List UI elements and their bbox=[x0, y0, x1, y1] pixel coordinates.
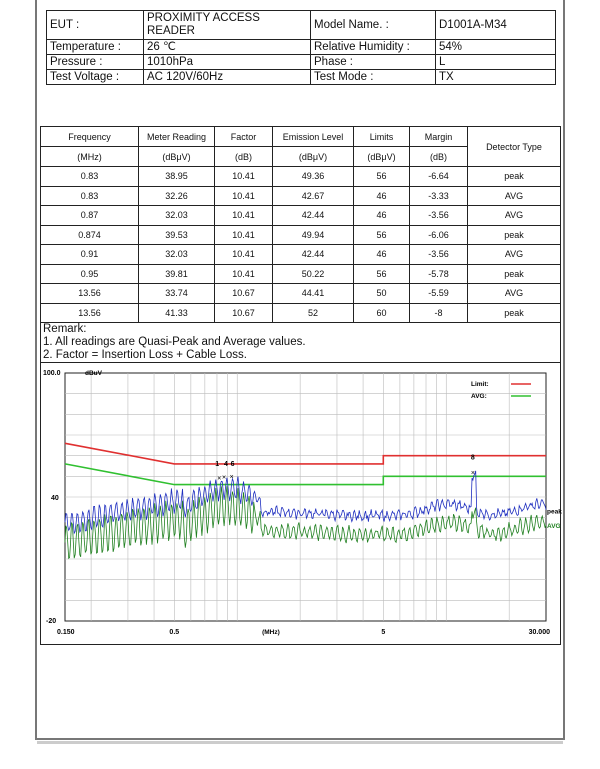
table-cell: AVG bbox=[468, 245, 561, 265]
legend-label-limit: Limit: bbox=[471, 381, 489, 388]
col-header-meter-reading: Meter Reading bbox=[139, 127, 215, 147]
temperature-value: 26 ℃ bbox=[144, 40, 311, 55]
table-cell: 10.67 bbox=[215, 284, 273, 304]
table-cell: 10.41 bbox=[215, 186, 273, 206]
table-cell: 39.53 bbox=[139, 225, 215, 245]
table-cell: 42.67 bbox=[273, 186, 354, 206]
table-cell: 50 bbox=[354, 284, 410, 304]
table-row bbox=[41, 225, 561, 245]
table-cell: peak bbox=[468, 167, 561, 187]
trace-end-label: peak bbox=[547, 508, 562, 516]
y-tick-label: -20 bbox=[46, 618, 57, 625]
emission-results-table bbox=[40, 126, 561, 323]
table-cell: peak bbox=[468, 225, 561, 245]
table-cell: 0.83 bbox=[41, 167, 139, 187]
table-cell: -5.59 bbox=[410, 284, 468, 304]
pressure-value: 1010hPa bbox=[144, 55, 311, 70]
col-header-limits: Limits bbox=[354, 127, 410, 147]
emission-spectrum-chart bbox=[41, 363, 560, 643]
temperature-label: Temperature : bbox=[47, 40, 144, 55]
eut-label: EUT : bbox=[47, 11, 144, 40]
table-cell: 52 bbox=[273, 303, 354, 323]
voltage-label: Test Voltage : bbox=[47, 70, 144, 85]
table-cell: 0.95 bbox=[41, 264, 139, 284]
col-header-frequency: Frequency bbox=[41, 127, 139, 147]
x-axis-label: (MHz) bbox=[262, 629, 280, 636]
marker-label: 4 bbox=[224, 460, 228, 468]
table-cell: 44.41 bbox=[273, 284, 354, 304]
test-conditions-table bbox=[46, 10, 556, 85]
table-cell: -3.56 bbox=[410, 206, 468, 226]
table-cell: 46 bbox=[354, 186, 410, 206]
remark-section bbox=[40, 323, 561, 363]
x-tick-label: 0.5 bbox=[169, 629, 180, 636]
phase-label: Phase : bbox=[311, 55, 436, 70]
table-cell: -3.56 bbox=[410, 245, 468, 265]
model-label: Model Name. : bbox=[311, 11, 436, 40]
marker-label: 8 bbox=[470, 454, 475, 462]
table-cell: 42.44 bbox=[273, 245, 354, 265]
table-cell: peak bbox=[468, 303, 561, 323]
emission-plot-panel bbox=[40, 363, 561, 645]
table-cell: 0.83 bbox=[41, 186, 139, 206]
y-tick-label: 40 bbox=[51, 495, 59, 502]
legend-label-avg: AVG: bbox=[471, 393, 487, 400]
table-cell: 0.874 bbox=[41, 225, 139, 245]
table-cell: -8 bbox=[410, 303, 468, 323]
marker-label: 1 bbox=[215, 460, 220, 468]
table-cell: 10.41 bbox=[215, 245, 273, 265]
marker-x: × bbox=[229, 473, 234, 481]
table-cell: 13.56 bbox=[41, 303, 139, 323]
table-cell: 41.33 bbox=[139, 303, 215, 323]
table-cell: 32.03 bbox=[139, 245, 215, 265]
table-cell: 10.67 bbox=[215, 303, 273, 323]
model-value: D1001A-M34 bbox=[436, 11, 556, 40]
x-tick-label: 0.150 bbox=[57, 629, 75, 636]
marker-x: × bbox=[222, 474, 227, 482]
col-header-margin: Margin bbox=[410, 127, 468, 147]
test-mode-value: TX bbox=[436, 70, 556, 85]
table-cell: peak bbox=[468, 264, 561, 284]
table-row bbox=[41, 167, 561, 187]
table-cell: 13.56 bbox=[41, 284, 139, 304]
col-header-factor: Factor bbox=[215, 127, 273, 147]
humidity-label: Relative Humidity : bbox=[311, 40, 436, 55]
remark-title: Remark: bbox=[43, 323, 87, 335]
humidity-value: 54% bbox=[436, 40, 556, 55]
table-cell: 10.41 bbox=[215, 264, 273, 284]
voltage-value: AC 120V/60Hz bbox=[144, 70, 311, 85]
table-row bbox=[41, 186, 561, 206]
marker-label: 6 bbox=[230, 460, 235, 468]
test-mode-label: Test Mode : bbox=[311, 70, 436, 85]
table-cell: 33.74 bbox=[139, 284, 215, 304]
unit-cell: (dBμV) bbox=[139, 147, 215, 167]
x-tick-label: 30.000 bbox=[528, 629, 550, 636]
table-row bbox=[41, 245, 561, 265]
table-cell: AVG bbox=[468, 284, 561, 304]
table-cell: 56 bbox=[354, 225, 410, 245]
table-cell: -6.06 bbox=[410, 225, 468, 245]
table-cell: 49.36 bbox=[273, 167, 354, 187]
table-cell: 10.41 bbox=[215, 167, 273, 187]
table-cell: 49.94 bbox=[273, 225, 354, 245]
table-cell: 46 bbox=[354, 245, 410, 265]
table-row bbox=[41, 206, 561, 226]
table-row bbox=[41, 264, 561, 284]
unit-cell: (dBμV) bbox=[354, 147, 410, 167]
trace-end-label: AVG bbox=[547, 522, 561, 530]
eut-value: PROXIMITY ACCESS READER bbox=[144, 11, 311, 40]
table-cell: 50.22 bbox=[273, 264, 354, 284]
table-cell: 39.81 bbox=[139, 264, 215, 284]
unit-cell: (dB) bbox=[410, 147, 468, 167]
table-cell: AVG bbox=[468, 206, 561, 226]
y-tick-label: 100.0 bbox=[43, 370, 61, 377]
unit-cell: (dB) bbox=[215, 147, 273, 167]
table-cell: 38.95 bbox=[139, 167, 215, 187]
col-header-detector-type: Detector Type bbox=[468, 127, 561, 167]
table-cell: 56 bbox=[354, 167, 410, 187]
table-cell: 10.41 bbox=[215, 225, 273, 245]
table-cell: 32.03 bbox=[139, 206, 215, 226]
unit-cell: (dBμV) bbox=[273, 147, 354, 167]
col-header-emission-level: Emission Level bbox=[273, 127, 354, 147]
phase-value: L bbox=[436, 55, 556, 70]
table-cell: AVG bbox=[468, 186, 561, 206]
remark-line-1: 1. All readings are Quasi-Peak and Average values. bbox=[43, 336, 306, 348]
pressure-label: Pressure : bbox=[47, 55, 144, 70]
table-cell: 0.87 bbox=[41, 206, 139, 226]
y-axis-label: dBuV bbox=[85, 370, 102, 377]
table-cell: -3.33 bbox=[410, 186, 468, 206]
marker-x: × bbox=[217, 475, 222, 483]
unit-cell: (MHz) bbox=[41, 147, 139, 167]
test-report-page bbox=[35, 0, 565, 740]
table-row bbox=[41, 303, 561, 323]
table-cell: 0.91 bbox=[41, 245, 139, 265]
x-tick-label: 5 bbox=[381, 629, 386, 636]
table-cell: -6.64 bbox=[410, 167, 468, 187]
marker-x: × bbox=[470, 470, 476, 478]
table-cell: 60 bbox=[354, 303, 410, 323]
table-cell: -5.78 bbox=[410, 264, 468, 284]
table-cell: 32.26 bbox=[139, 186, 215, 206]
table-cell: 42.44 bbox=[273, 206, 354, 226]
table-cell: 10.41 bbox=[215, 206, 273, 226]
table-cell: 56 bbox=[354, 264, 410, 284]
table-row bbox=[41, 284, 561, 304]
remark-line-2: 2. Factor = Insertion Loss + Cable Loss. bbox=[43, 349, 247, 361]
table-cell: 46 bbox=[354, 206, 410, 226]
